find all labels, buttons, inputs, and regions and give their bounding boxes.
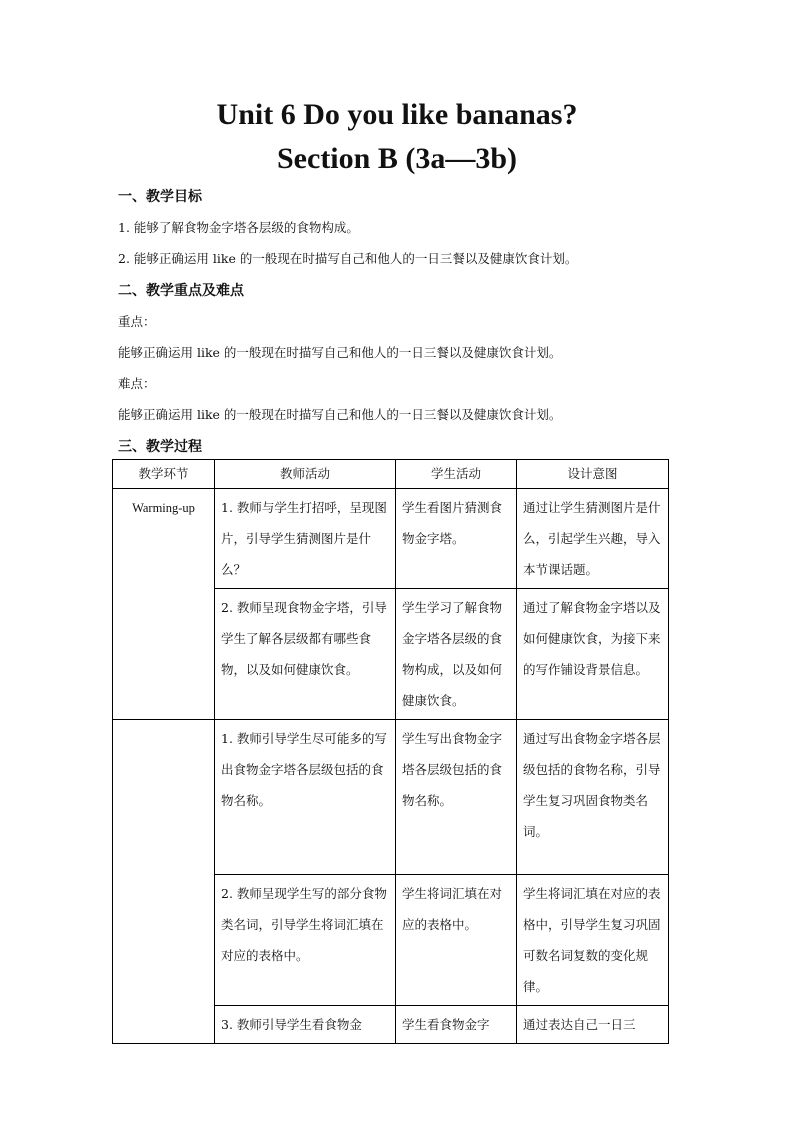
difficult-point-label: 难点： <box>118 376 156 391</box>
key-point-label: 重点： <box>118 314 156 329</box>
key-point-text: 能够正确运用 like 的一般现在时描写自己和他人的一日三餐以及健康饮食计划。 <box>118 345 562 360</box>
key-points-heading: 二、教学重点及难点 <box>118 283 244 299</box>
student-activity-cell: 学生将词汇填在对应的表格中。 <box>396 875 517 1006</box>
teacher-activity-cell: 2. 教师呈现食物金字塔，引导学生了解各层级都有哪些食物，以及如何健康饮食。 <box>215 589 396 720</box>
header-student-activity: 学生活动 <box>396 460 517 489</box>
objectives-heading: 一、教学目标 <box>118 189 202 205</box>
process-heading: 三、教学过程 <box>118 439 202 455</box>
difficult-point-text: 能够正确运用 like 的一般现在时描写自己和他人的一日三餐以及健康饮食计划。 <box>118 407 562 422</box>
stage-cell-second <box>113 720 215 1044</box>
design-intent-cell: 学生将词汇填在对应的表格中，引导学生复习巩固可数名词复数的变化规律。 <box>517 875 669 1006</box>
teaching-process-table <box>112 459 669 1044</box>
design-intent-cell: 通过了解食物金字塔以及如何健康饮食，为接下来的写作铺设背景信息。 <box>517 589 669 720</box>
teacher-activity-cell: 3. 教师引导学生看食物金 <box>215 1006 396 1044</box>
document-title: Unit 6 Do you like bananas? <box>216 98 578 131</box>
design-intent-cell: 通过写出食物金字塔各层级包括的食物名称，引导学生复习巩固食物类名词。 <box>517 720 669 875</box>
stage-cell-warmup <box>113 489 215 720</box>
stage-label: Warming-up <box>132 501 195 515</box>
objective-item: 2. 能够正确运用 like 的一般现在时描写自己和他人的一日三餐以及健康饮食计划。 <box>118 251 578 266</box>
table-row <box>113 720 669 875</box>
table-header-row <box>113 460 669 489</box>
teacher-activity-cell: 2. 教师呈现学生写的部分食物类名词，引导学生将词汇填在对应的表格中。 <box>215 875 396 1006</box>
teacher-activity-cell: 1. 教师与学生打招呼，呈现图片，引导学生猜测图片是什么？ <box>215 489 396 589</box>
document-subtitle: Section B (3a—3b) <box>277 142 517 175</box>
design-intent-cell: 通过让学生猜测图片是什么，引起学生兴趣，导入本节课话题。 <box>517 489 669 589</box>
header-design-intent: 设计意图 <box>517 460 669 489</box>
student-activity-cell: 学生看食物金字 <box>396 1006 517 1044</box>
header-teacher-activity: 教师活动 <box>215 460 396 489</box>
student-activity-cell: 学生写出食物金字塔各层级包括的食物名称。 <box>396 720 517 875</box>
student-activity-cell: 学生看图片猜测食物金字塔。 <box>396 489 517 589</box>
objective-item: 1. 能够了解食物金字塔各层级的食物构成。 <box>118 220 359 235</box>
table-row <box>113 489 669 589</box>
header-stage: 教学环节 <box>113 460 215 489</box>
design-intent-cell: 通过表达自己一日三 <box>517 1006 669 1044</box>
student-activity-cell: 学生学习了解食物金字塔各层级的食物构成，以及如何健康饮食。 <box>396 589 517 720</box>
teacher-activity-cell: 1. 教师引导学生尽可能多的写出食物金字塔各层级包括的食物名称。 <box>215 720 396 875</box>
